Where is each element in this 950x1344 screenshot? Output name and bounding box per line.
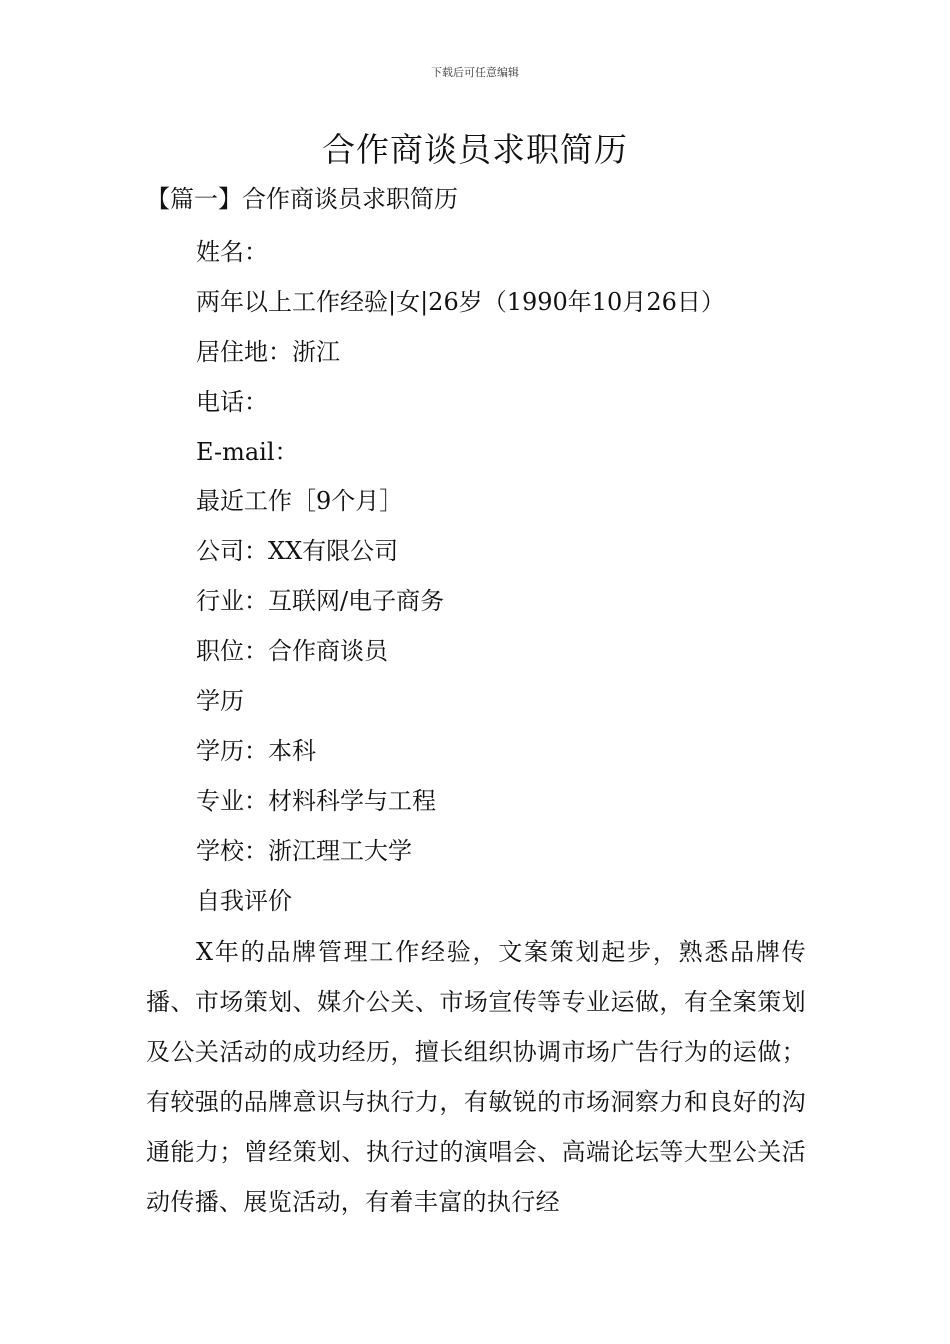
degree-field: 学历：本科 [196,736,316,765]
education-heading: 学历 [196,687,244,716]
section-heading: 【篇一】合作商谈员求职简历 [146,185,458,213]
phone-field: 电话： [196,387,268,416]
major-field: 专业：材料科学与工程 [196,786,436,815]
self-evaluation-paragraph: X年的品牌管理工作经验，文案策划起步，熟悉品牌传播、市场策划、媒介公关、市场宣传等专业运做，有全案策划及公关活动的成功经历，擅长组织协调市场广告行为的运做；有较强的品牌意识与执行力，有敏锐的市场洞察力和良好的沟通能力；曾经策划、执行过的演唱会、高端论坛等大型公关活动传播、展览活动，有着丰富的执行经 [146,938,806,1216]
recent-work-heading: 最近工作［9个月］ [196,487,404,516]
industry-field: 行业：互联网/电子商务 [196,587,445,616]
email-field: E-mail： [196,437,299,466]
position-field: 职位：合作商谈员 [196,637,388,666]
residence-field: 居住地：浙江 [196,337,340,366]
document-title: 合作商谈员求职简历 [322,130,628,169]
experience-summary: 两年以上工作经验|女|26岁（1990年10月26日） [196,287,725,316]
header-note: 下载后可任意编辑 [431,66,519,79]
company-field: 公司：XX有限公司 [196,537,399,566]
self-evaluation-heading: 自我评价 [196,886,292,915]
resume-field-list [196,228,725,926]
school-field: 学校：浙江理工大学 [196,836,412,865]
name-field: 姓名： [196,238,268,266]
